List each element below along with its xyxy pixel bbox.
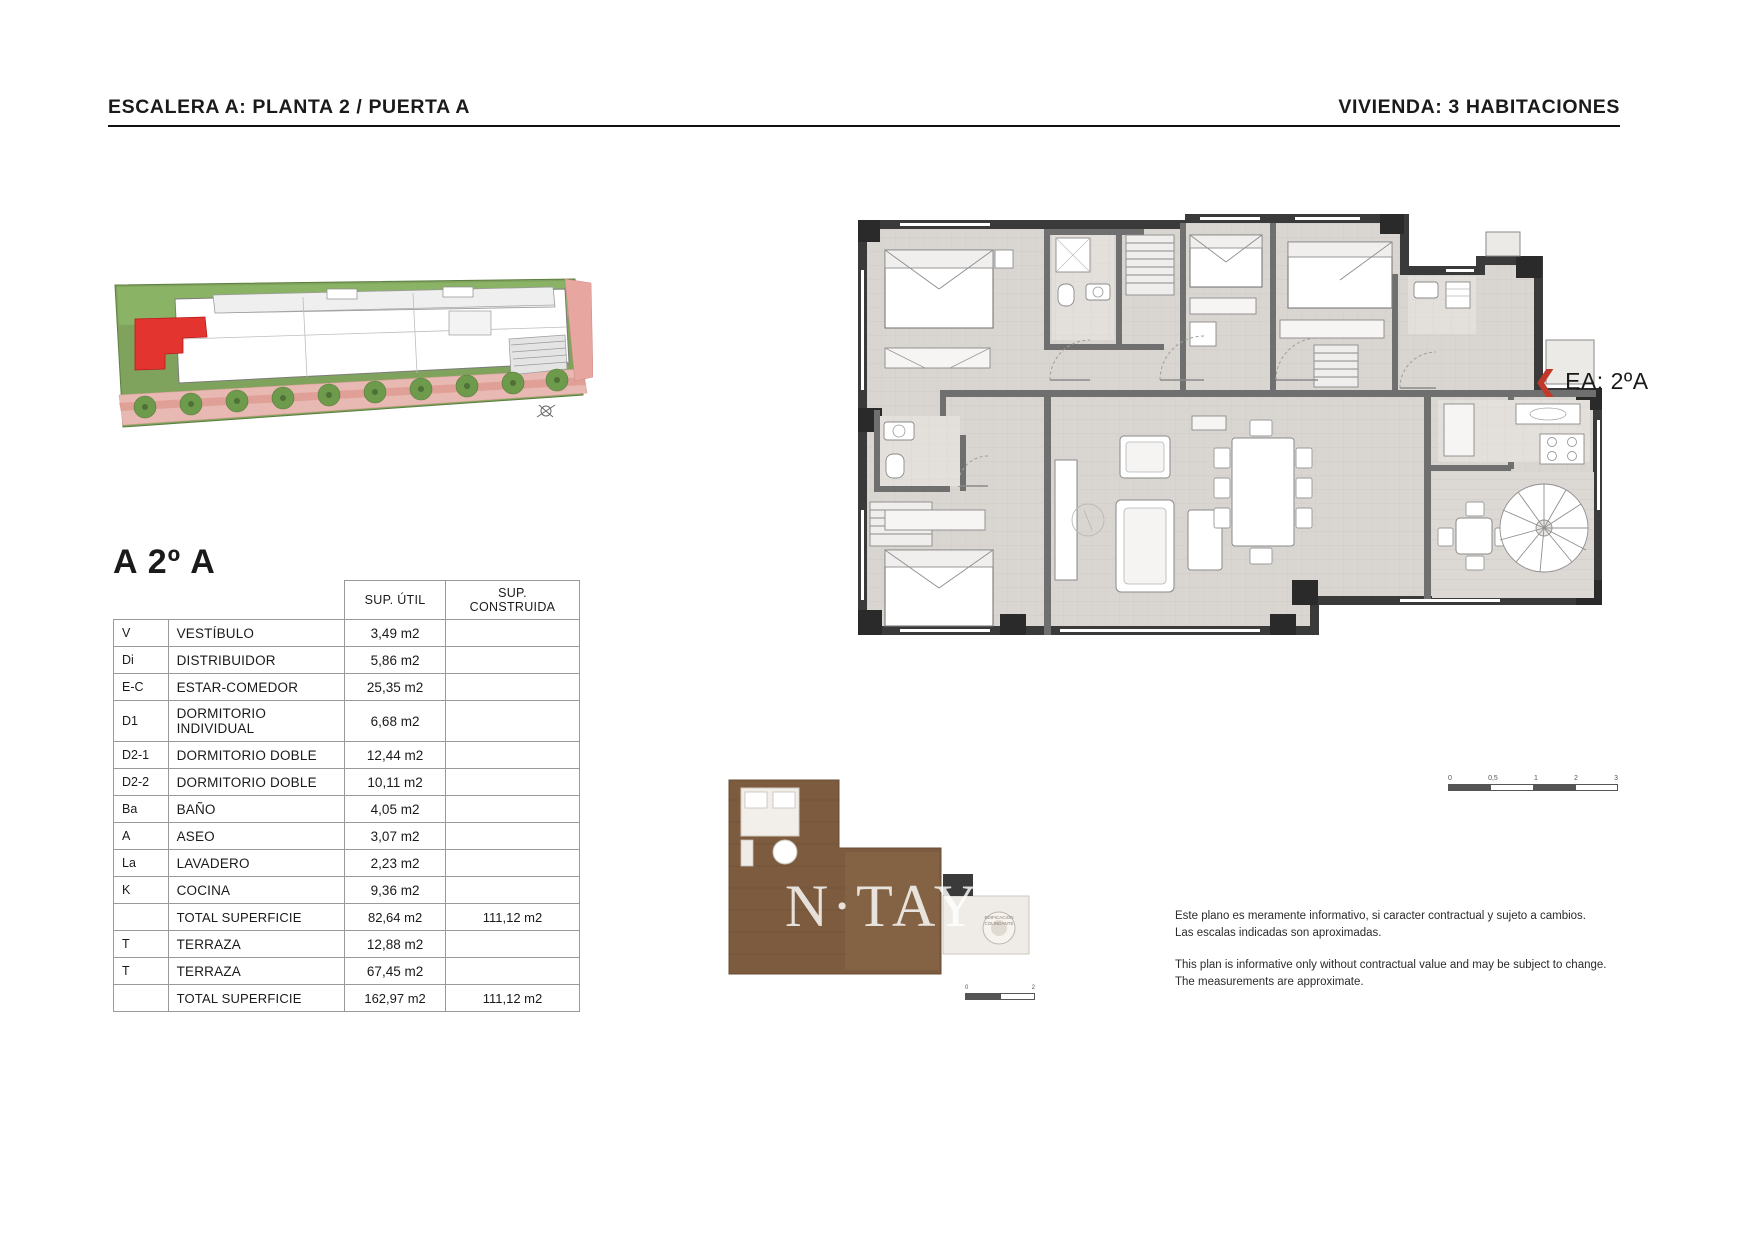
terrace	[1432, 472, 1594, 598]
subtotal-util: 82,64 m2	[345, 904, 446, 931]
floor-plan-drawing	[840, 210, 1620, 715]
subtotal-label: TOTAL SUPERFICIE	[168, 904, 345, 931]
table-header-code	[114, 581, 169, 620]
site-key-plan	[113, 277, 593, 437]
row-name: ASEO	[168, 823, 345, 850]
row-name: TERRAZA	[168, 958, 345, 985]
row-cons	[445, 769, 579, 796]
surface-area-table	[113, 580, 580, 1012]
table-row	[114, 742, 580, 769]
disclaimer	[1175, 908, 1635, 991]
row-cons	[445, 620, 579, 647]
total-util: 162,97 m2	[345, 985, 446, 1012]
row-cons	[445, 674, 579, 701]
disclaimer-es-line2: Las escalas indicadas son aproximadas.	[1175, 926, 1382, 939]
kitchen	[1438, 400, 1590, 464]
row-code: La	[114, 850, 169, 877]
table-row	[114, 796, 580, 823]
table-row	[114, 850, 580, 877]
spiral-stair	[1500, 484, 1588, 572]
table-subtotal-row	[114, 904, 580, 931]
row-util: 10,11 m2	[345, 769, 446, 796]
row-cons	[445, 931, 579, 958]
row-name: VESTÍBULO	[168, 620, 345, 647]
row-code: T	[114, 958, 169, 985]
row-util: 3,07 m2	[345, 823, 446, 850]
row-name: DORMITORIO DOBLE	[168, 769, 345, 796]
disclaimer-en-line1: This plan is informative only without contractual value and may be subject to change.	[1175, 959, 1607, 972]
row-code: V	[114, 620, 169, 647]
aseo	[880, 416, 960, 486]
table-row	[114, 931, 580, 958]
svg-text:COLINDANTE: COLINDANTE	[984, 921, 1014, 926]
row-util: 3,49 m2	[345, 620, 446, 647]
subtotal-code	[114, 904, 169, 931]
row-name: TERRAZA	[168, 931, 345, 958]
row-code: Di	[114, 647, 169, 674]
ensuite-top-right	[1408, 276, 1476, 334]
svg-text:EDIFICACIÓN: EDIFICACIÓN	[984, 915, 1014, 920]
header-right-title: VIVIENDA: 3 HABITACIONES	[1338, 96, 1620, 118]
total-cons: 111,12 m2	[445, 985, 579, 1012]
row-name: BAÑO	[168, 796, 345, 823]
row-name: ESTAR-COMEDOR	[168, 674, 345, 701]
row-code: T	[114, 931, 169, 958]
scale-tick: 3	[1614, 775, 1618, 782]
row-code: D2-2	[114, 769, 169, 796]
table-header-sup-util: SUP. ÚTIL	[345, 581, 446, 620]
table-row	[114, 647, 580, 674]
row-code: A	[114, 823, 169, 850]
watermark: N·TAY	[784, 873, 982, 939]
row-cons	[445, 958, 579, 985]
table-total-row	[114, 985, 580, 1012]
left-arrow-icon: ❮	[1534, 366, 1558, 396]
row-cons	[445, 742, 579, 769]
table-row	[114, 769, 580, 796]
header-left-title: ESCALERA A: PLANTA 2 / PUERTA A	[108, 96, 471, 118]
row-util: 12,44 m2	[345, 742, 446, 769]
row-code: D1	[114, 701, 169, 742]
total-label: TOTAL SUPERFICIE	[168, 985, 345, 1012]
bathroom	[1052, 235, 1114, 340]
row-util: 67,45 m2	[345, 958, 446, 985]
site-plan-drawing	[113, 277, 593, 437]
table-header-sup-construida: SUP. CONSTRUIDA	[445, 581, 579, 620]
scale-bar-graphic	[1448, 784, 1618, 791]
row-cons	[445, 701, 579, 742]
table-row	[114, 958, 580, 985]
row-name: COCINA	[168, 877, 345, 904]
subtotal-cons: 111,12 m2	[445, 904, 579, 931]
row-cons	[445, 647, 579, 674]
row-util: 5,86 m2	[345, 647, 446, 674]
north-arrow	[537, 405, 555, 417]
row-cons	[445, 796, 579, 823]
scale-tick: 1	[1533, 775, 1538, 782]
page-title: A 2º A	[113, 543, 216, 581]
row-cons	[445, 823, 579, 850]
ea-label-text: EA: 2ºA	[1565, 368, 1649, 394]
total-code	[114, 985, 169, 1012]
disclaimer-es-line1: Este plano es meramente informativo, si caracter contractual y sujeto a cambios.	[1175, 910, 1586, 922]
table-header-name	[168, 581, 345, 620]
row-code: E-C	[114, 674, 169, 701]
3d-view-thumbnail	[727, 778, 1047, 978]
scale-tick: 0,5	[1488, 775, 1498, 782]
row-util: 12,88 m2	[345, 931, 446, 958]
row-code: D2-1	[114, 742, 169, 769]
unit-location-marker	[1534, 368, 1649, 395]
row-util: 25,35 m2	[345, 674, 446, 701]
row-cons	[445, 850, 579, 877]
disclaimer-en-line2: The measurements are approximate.	[1175, 976, 1364, 989]
table-row	[114, 620, 580, 647]
scale-tick: 2	[1031, 985, 1035, 991]
scale-bar-graphic	[965, 993, 1035, 1000]
row-util: 4,05 m2	[345, 796, 446, 823]
scale-bar-secondary	[965, 985, 1035, 1000]
table-row	[114, 674, 580, 701]
floor-plan	[840, 210, 1620, 715]
row-cons	[445, 877, 579, 904]
row-util: 2,23 m2	[345, 850, 446, 877]
row-util: 9,36 m2	[345, 877, 446, 904]
row-name: DORMITORIO INDIVIDUAL	[168, 701, 345, 742]
row-name: LAVADERO	[168, 850, 345, 877]
scale-tick: 2	[1574, 775, 1578, 782]
row-util: 6,68 m2	[345, 701, 446, 742]
table-row	[114, 823, 580, 850]
row-name: DISTRIBUIDOR	[168, 647, 345, 674]
stairs-top	[1126, 235, 1174, 295]
3d-render-drawing	[727, 778, 1047, 978]
table-row	[114, 701, 580, 742]
scale-bar-main	[1448, 775, 1618, 791]
bedroom-bottom-left	[885, 510, 993, 626]
scale-tick: 0	[965, 985, 969, 991]
page-header	[108, 96, 1620, 127]
row-code: Ba	[114, 796, 169, 823]
table-row	[114, 877, 580, 904]
row-name: DORMITORIO DOBLE	[168, 742, 345, 769]
table-header-row	[114, 581, 580, 620]
row-code: K	[114, 877, 169, 904]
scale-tick: 0	[1448, 775, 1452, 782]
